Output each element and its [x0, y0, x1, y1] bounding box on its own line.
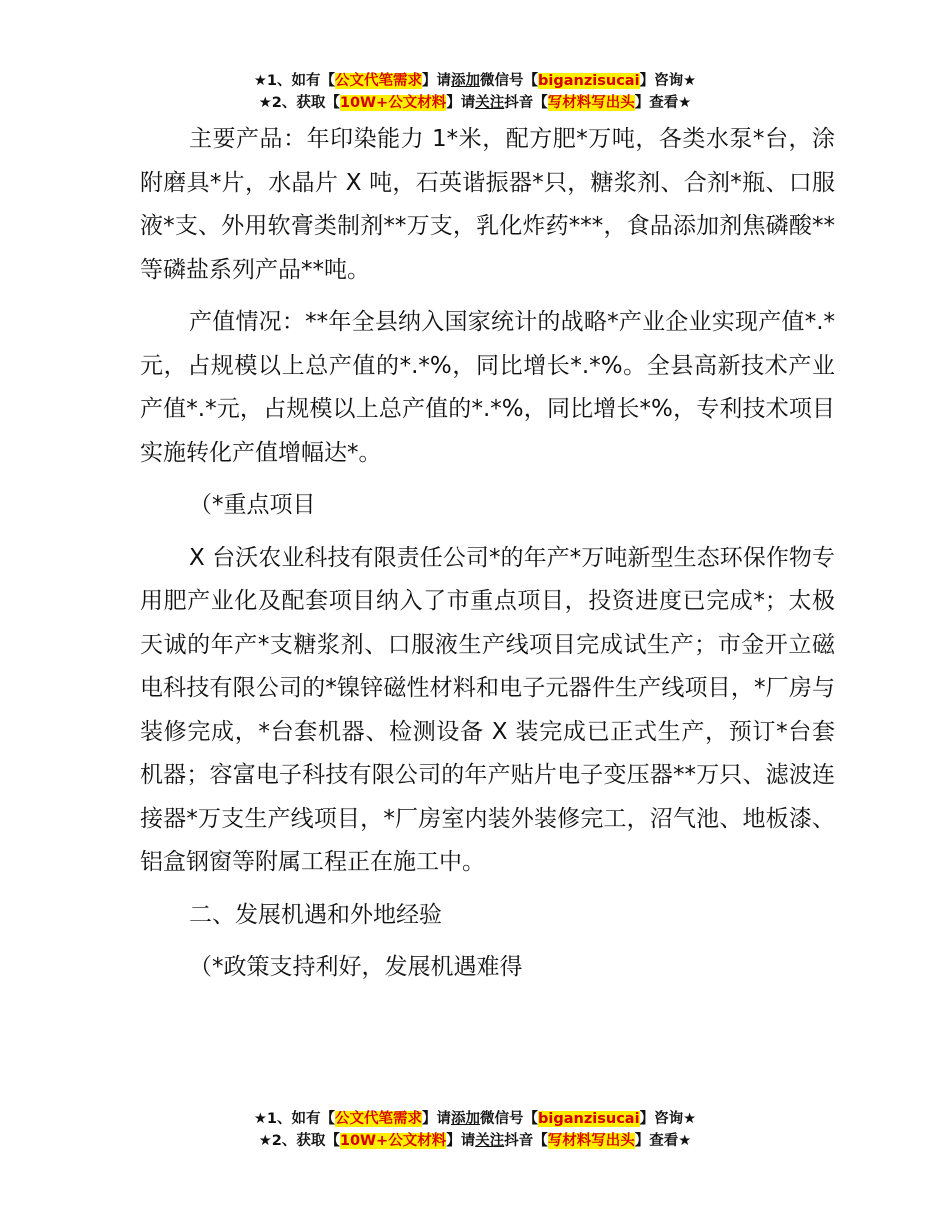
- section-heading-key-projects: （*重点项目: [189, 492, 316, 518]
- section-heading-policy-support: （*政策支持利好，发展机遇难得: [189, 954, 523, 980]
- banner-highlight: biganzisucai: [538, 1111, 640, 1127]
- footer-banner: [0, 1108, 950, 1152]
- banner-highlight: 公文代笔需求: [335, 73, 423, 89]
- document-body: [140, 118, 835, 999]
- banner-highlight: 写材料写出头: [547, 1133, 635, 1149]
- paragraph-main-products: 主要产品：年印染能力 1*米，配方肥*万吨，各类水泵*台，涂附磨具*片，水晶片 X 吨，石英谐振器*只，糖浆剂、合剂*瓶、口服液*支、外用软膏类制剂**万支，乳化炸药***，食品添加剂焦磷酸**等磷盐系列产品**吨。: [140, 126, 835, 283]
- header-banner: [0, 70, 950, 114]
- banner-highlight: biganzisucai: [538, 73, 640, 89]
- paragraph-output-value: 产值情况：**年全县纳入国家统计的战略*产业企业实现产值*.*元，占规模以上总产值的*.*%，同比增长*.*%。全县高新技术产业产值*.*元，占规模以上总产值的*.*%，同比增长*%，专利技术项目实施转化产值增幅达*。: [140, 309, 835, 466]
- banner-highlight: 公文代笔需求: [335, 1111, 423, 1127]
- banner-highlight: 10W+公文材料: [339, 95, 447, 111]
- banner-line-2: ★2、获取【10W+公文材料】请关注抖音【写材料写出头】查看★: [258, 95, 692, 111]
- paragraph-key-projects: X 台沃农业科技有限责任公司*的年产*万吨新型生态环保作物专用肥产业化及配套项目纳入了市重点项目，投资进度已完成*；太极天诚的年产*支糖浆剂、口服液生产线项目完成试生产；市金开立磁电科技有限公司的*镍锌磁性材料和电子元器件生产线项目，*厂房与装修完成，*台套机器、检测设备 X 装完成已正式生产，预订*台套机器；容富电子科技有限公司的年产贴片电子变压器**万只、滤波连接器*万支生产线项目，*厂房室内装外装修完工，沼气池、地板漆、铝盒钢窗等附属工程正在施工中。: [140, 544, 835, 875]
- section-heading-opportunities: 二、发展机遇和外地经验: [189, 901, 442, 928]
- banner-line-2: ★2、获取【10W+公文材料】请关注抖音【写材料写出头】查看★: [258, 1133, 692, 1149]
- banner-highlight: 10W+公文材料: [339, 1133, 447, 1149]
- banner-highlight: 写材料写出头: [547, 95, 635, 111]
- banner-line-1: ★1、如有【公文代笔需求】请添加微信号【biganzisucai】咨询★: [253, 73, 697, 89]
- banner-line-1: ★1、如有【公文代笔需求】请添加微信号【biganzisucai】咨询★: [253, 1111, 697, 1127]
